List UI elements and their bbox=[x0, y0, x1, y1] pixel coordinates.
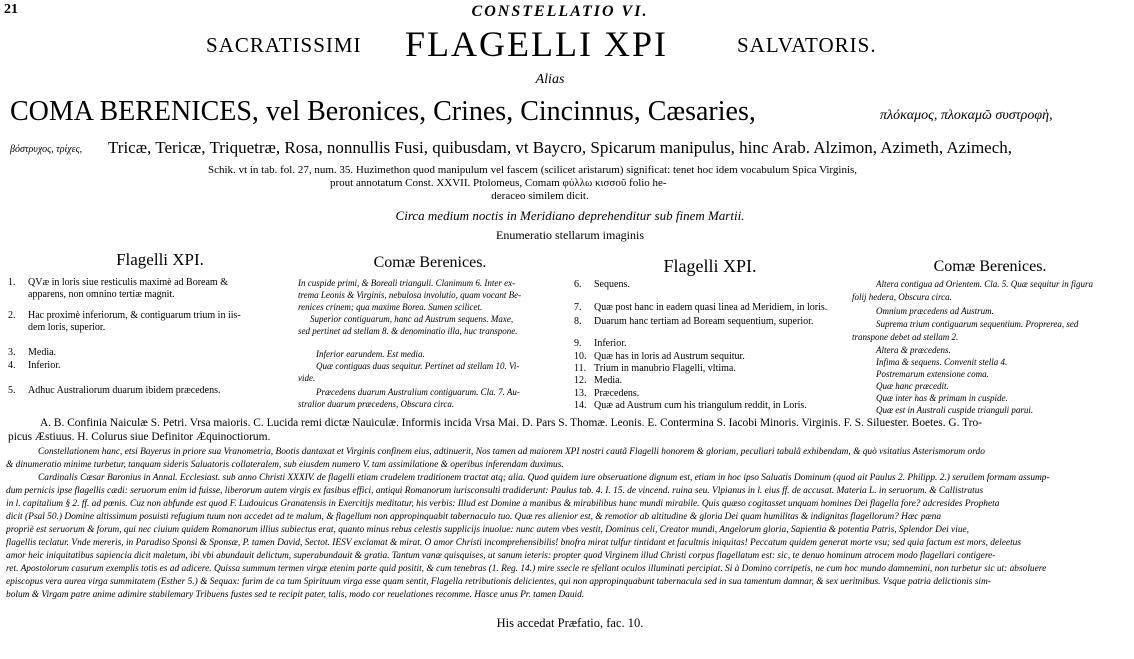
title-right: SALVATORIS. bbox=[737, 33, 877, 57]
list-item: Quæ inter has & primam in cuspide. bbox=[876, 393, 1008, 403]
star-description: Inferior. bbox=[594, 338, 627, 349]
body-line: Constellationem hanc, etsi Bayerus in priore sua Vranometria, Bootis dantaxat et Virginis confinem eius, adtinuerit, Nos tamen ad maiorem XPI nostri cautã Flagelli honorem & gloriam, peculiari tabulâ exhibendam, & quò vsitatius Asterismorum ordo bbox=[38, 447, 985, 457]
list-item: Quæ est in Australi cuspide trianguli parui. bbox=[876, 405, 1034, 415]
coma-line: COMA BERENICES, vel Beronices, Crines, Cincinnus, Cæsaries, bbox=[10, 96, 756, 127]
constellatio-heading: CONSTELLATIO VI. bbox=[471, 3, 649, 20]
star-description: Hac proximè inferiorum, & contiguarum trium in iis- bbox=[28, 310, 241, 321]
list-item: Superior contiguarum, hanc ad Austrum sequens. Maxe, bbox=[310, 314, 514, 324]
title-left: SACRATISSIMI bbox=[206, 33, 362, 57]
list-item: Quæ hanc præcedit. bbox=[876, 381, 949, 391]
list-item bbox=[574, 351, 745, 363]
star-description: QVæ in loris siue resticulis maximè ad Boream & bbox=[28, 277, 228, 288]
star-description: Sequens. bbox=[594, 279, 630, 290]
body-line: dum pernicis ipse flagellis cædi: seruorum enim id fuisse, liberorum autem virgis ex fasibus effici, antiqui Romanorum iurisconsulti tradiderunt: Paulus tab. 4. I. 15. de vincend. ruina seu. Vlpianus in l. eius ff. de accusat. Materia L. in seruorum. & Callistratus bbox=[6, 486, 984, 496]
star-description: apparens, non omnino tertiæ magnit. bbox=[28, 289, 175, 300]
star-number: 2. bbox=[8, 310, 16, 321]
star-number: 12. bbox=[574, 375, 587, 386]
body-line: bolum & Virgam patre anime adimire stabilemary Tribuens fustes sed te recipit pater, talis, modo cor reuelationes recomme. Hasce unus Pr. tamen Dauid. bbox=[6, 590, 585, 600]
star-description: Adhuc Australiorum duarum ibidem præcedens. bbox=[28, 385, 221, 396]
list-item bbox=[8, 347, 56, 359]
body-line: flagellis teclatur. Vnde mereris, in Paradiso Sponsi & Sponsæ, P. tamen David, Sectot. IESV exclamat & mirat. O amor Christi incomprehensibilis! bnofra mirat tulfur tintidant et facultnis iniquitas! Peccatum quidem generat morte vsu; sed quia factum est mors, deleetus bbox=[6, 538, 1022, 548]
star-number: 8. bbox=[574, 316, 582, 327]
list-item: Omnium præcedens ad Austrum. bbox=[876, 306, 994, 316]
col4-title: Comæ Berenices. bbox=[933, 258, 1047, 275]
list-item bbox=[574, 400, 807, 412]
greek-names-1: πλόκαμος, πλοκαμῶ συστροφὴ, bbox=[880, 108, 1053, 123]
star-description: Inferior. bbox=[28, 360, 61, 371]
list-item: Postremarum extensione coma. bbox=[876, 369, 989, 379]
body-line: dicit (Psal 50.) Domine altissimum posuisti refugium tuum non accedet ad te malum, & flagellum non appropinquabit tabernaculo tuo. Quæ res alienior est, & remotior ab altitudine & gloria Dei quam humilitas & indignitas flagellorum? Hæc pæna bbox=[6, 512, 942, 522]
title-main: FLAGELLI XPI bbox=[405, 24, 668, 64]
body-line: ret. Apostolorum casurum exemplis totis es ad adicere. Quissa summum termen virgæ etenim parte quid positit, & cum tenebras (1. Reg. 14.) mire ssecle re sfellant oculos illuminati percipiat. Si à Domino corripetis, ne cum hoc mundo damnemini, non turbetur sic ut: absoluere bbox=[6, 564, 1047, 574]
body-line: episcopus vera aurea virga summitatem (Esther 5.) & Sequax: furim de ca tum Spirituum virga esse quam sentit, Flagella retributionis delicientes, qui non appropinquabunt tabernacula sed in sua tamentum damnar, & sex ueritnibus. Vsque patria delictionis sim- bbox=[6, 577, 991, 587]
body-line: Cardinalis Cæsar Baronius in Annal. Ecclesiast. sub anno Christi XXXIV. de flagelli etiam crudelem traditionem tractat atq; alia. Quod quidem iure obseruatione dignum est, etiam in hoc ipso Saluatis Dominum (quod ait Paulus 2. Philipp. 2.) seruilem formam assump- bbox=[38, 473, 1050, 483]
body-line: propriè est seruorum & forum, qui nec ciuium quidem Romanorum illius subiectus erat, quanto minus rebus celestis supplicijs inuolue: nunc autem vbes vestit, Dominus celi, Creator mundi, Angelorum gloria, Sapientia & potentia Patris, Splendor Dei viue, bbox=[6, 525, 970, 535]
header-line-4: Schik. vt in tab. fol. 27, num. 35. Huzimethon quod manipulum vel fascem (scilicet aristarum) significat: tenet hoc idem vocabulum Spica Virginis, bbox=[208, 164, 858, 176]
star-number: 3. bbox=[8, 347, 16, 358]
list-item: Præcedens duarum Australium contiguarum. Cla. 7. Au- bbox=[316, 387, 520, 397]
star-description: dem loris, superior. bbox=[28, 322, 106, 333]
list-item: sed pertinet ad stellam 8. & denominatio illa, huc transpone. bbox=[298, 326, 518, 336]
body-line: & dinumeratio minime turbetur, tanquam sideris Saluatoris collateralem, sub eiusdem numero V. tam assimilatione & operibus inferendam duximus. bbox=[6, 460, 564, 470]
list-item: Altera contigua ad Orientem. Cla. 5. Quæ sequitur in figura bbox=[876, 279, 1093, 289]
list-item: Suprema trium contiguarum sequentium. Proprerea, sed bbox=[876, 319, 1079, 329]
star-number: 13. bbox=[574, 388, 587, 399]
star-number: 9. bbox=[574, 338, 582, 349]
header-line-6: deraceo similem dicit. bbox=[491, 190, 589, 202]
list-item: vide. bbox=[298, 373, 316, 383]
star-number: 11. bbox=[574, 363, 587, 374]
list-item bbox=[8, 322, 105, 334]
list-item bbox=[574, 388, 639, 400]
reference-note-1: A. B. Confinia Naiculæ S. Petri. Vrsa maioris. C. Lucida remi dictæ Nauiculæ. Informis incida Vrsa Mai. D. Pars S. Thomæ. Leonis. E. Contermina S. Iacobi Minoris. Virginis. F. S. Siluester. Boetes. G. Tro- bbox=[40, 417, 982, 429]
list-item: renices crinem; qua maxime Borea. Sumen scilicet. bbox=[298, 302, 483, 312]
header-line-3: Tricæ, Tericæ, Triquetræ, Rosa, nonnullis Fusi, quibusdam, vt Baycro, Spicarum manipulus, hinc Arab. Alzimon, Azimeth, Azimech, bbox=[108, 138, 1013, 157]
enumeratio-line: Enumeratio stellarum imaginis bbox=[496, 228, 644, 242]
list-item: In cuspide primi, & Boreali trianguli. Clanimum 6. Inter ex- bbox=[298, 278, 516, 288]
list-item: trema Leonis & Virginis, nebulosa involutio, quam vocant Be- bbox=[298, 290, 522, 300]
star-number: 5. bbox=[8, 385, 16, 396]
star-description: Quæ ad Austrum cum his triangulum reddit, in Loris. bbox=[594, 400, 807, 411]
alias-label: Alias bbox=[535, 72, 565, 87]
star-description: Media. bbox=[594, 375, 623, 386]
body-line: in l. capitalium § 2. ff. ad pœnis. Cuz non abfunde est quod F. Ludouicus Granatensis in Exercitijs meditatur, his verbis: Illud est Domine a manibus & mirabilibus hunc mundi mirabile. Quis quæso cogitasset unquam homines Dei flagella fore? adcresides Propheta bbox=[6, 499, 1000, 509]
star-number: 6. bbox=[574, 279, 582, 290]
reference-note-2: picus Æstiuus. H. Colurus siue Definitor Æquinoctiorum. bbox=[8, 431, 271, 443]
header-line-5: prout annotatum Const. XXVII. Ptolomeus, Comam φύλλω κισσοῦ folio he- bbox=[330, 177, 667, 189]
list-item bbox=[574, 338, 627, 350]
list-item bbox=[574, 302, 827, 314]
greek-names-2: βόστρυχος, τρίχες, bbox=[10, 144, 83, 155]
list-item bbox=[8, 385, 220, 397]
col2-title: Comæ Berenices. bbox=[373, 254, 487, 271]
list-item: Infima & sequens. Convenit stella 4. bbox=[876, 357, 1008, 367]
list-item: Quæ contiguas duas sequitur. Pertinet ad stellam 10. Vi- bbox=[316, 361, 520, 371]
star-number: 1. bbox=[8, 277, 16, 288]
list-item: folij hedera, Obscura circa. bbox=[852, 292, 952, 302]
star-description: Media. bbox=[28, 347, 57, 358]
list-item: transpone debet ad stellam 2. bbox=[852, 332, 959, 342]
star-number: 10. bbox=[574, 351, 587, 362]
list-item bbox=[574, 375, 622, 387]
star-description: Quæ post hanc in eadem quasi linea ad Meridiem, in loris. bbox=[594, 302, 828, 313]
col1-title: Flagelli XPI. bbox=[116, 250, 204, 269]
list-item bbox=[574, 316, 813, 328]
body-line: amor heic iniquitatibus sapiencia dicit maletum, ibi vbi abundauit delictum, superabundauit & gratia. Tantum vanæ quisquises, ut sanum ieteris: propter quod Virginem illud Christi corpus flagellatum est: sic, te denuo hominum atrocem modo flagellari contigere- bbox=[6, 551, 996, 561]
star-number: 4. bbox=[8, 360, 16, 371]
list-item bbox=[8, 360, 61, 372]
list-item: Inferior earundem. Est media. bbox=[316, 349, 425, 359]
list-item bbox=[8, 277, 228, 289]
star-description: Quæ has in loris ad Austrum sequitur. bbox=[594, 351, 745, 362]
page-number: 21 bbox=[4, 2, 18, 17]
footer-line: His accedat Præfatio, fac. 10. bbox=[496, 616, 644, 630]
list-item bbox=[574, 279, 630, 291]
list-item bbox=[8, 310, 241, 322]
list-item bbox=[8, 289, 175, 301]
star-number: 7. bbox=[574, 302, 582, 313]
star-description: Duarum hanc tertiam ad Boream sequentium, superior. bbox=[594, 316, 814, 327]
list-item: stralior duarum præcedens, Obscura circa. bbox=[298, 399, 455, 409]
col3-title: Flagelli XPI. bbox=[663, 256, 757, 276]
list-item: Altera & præcedens. bbox=[876, 345, 951, 355]
list-item bbox=[574, 363, 736, 375]
circa-line: Circa medium noctis in Meridiano deprehenditur sub finem Martii. bbox=[395, 208, 745, 223]
star-description: Præcedens. bbox=[594, 388, 640, 399]
star-description: Trium in manubrio Flagelli, vltima. bbox=[594, 363, 736, 374]
star-number: 14. bbox=[574, 400, 587, 411]
